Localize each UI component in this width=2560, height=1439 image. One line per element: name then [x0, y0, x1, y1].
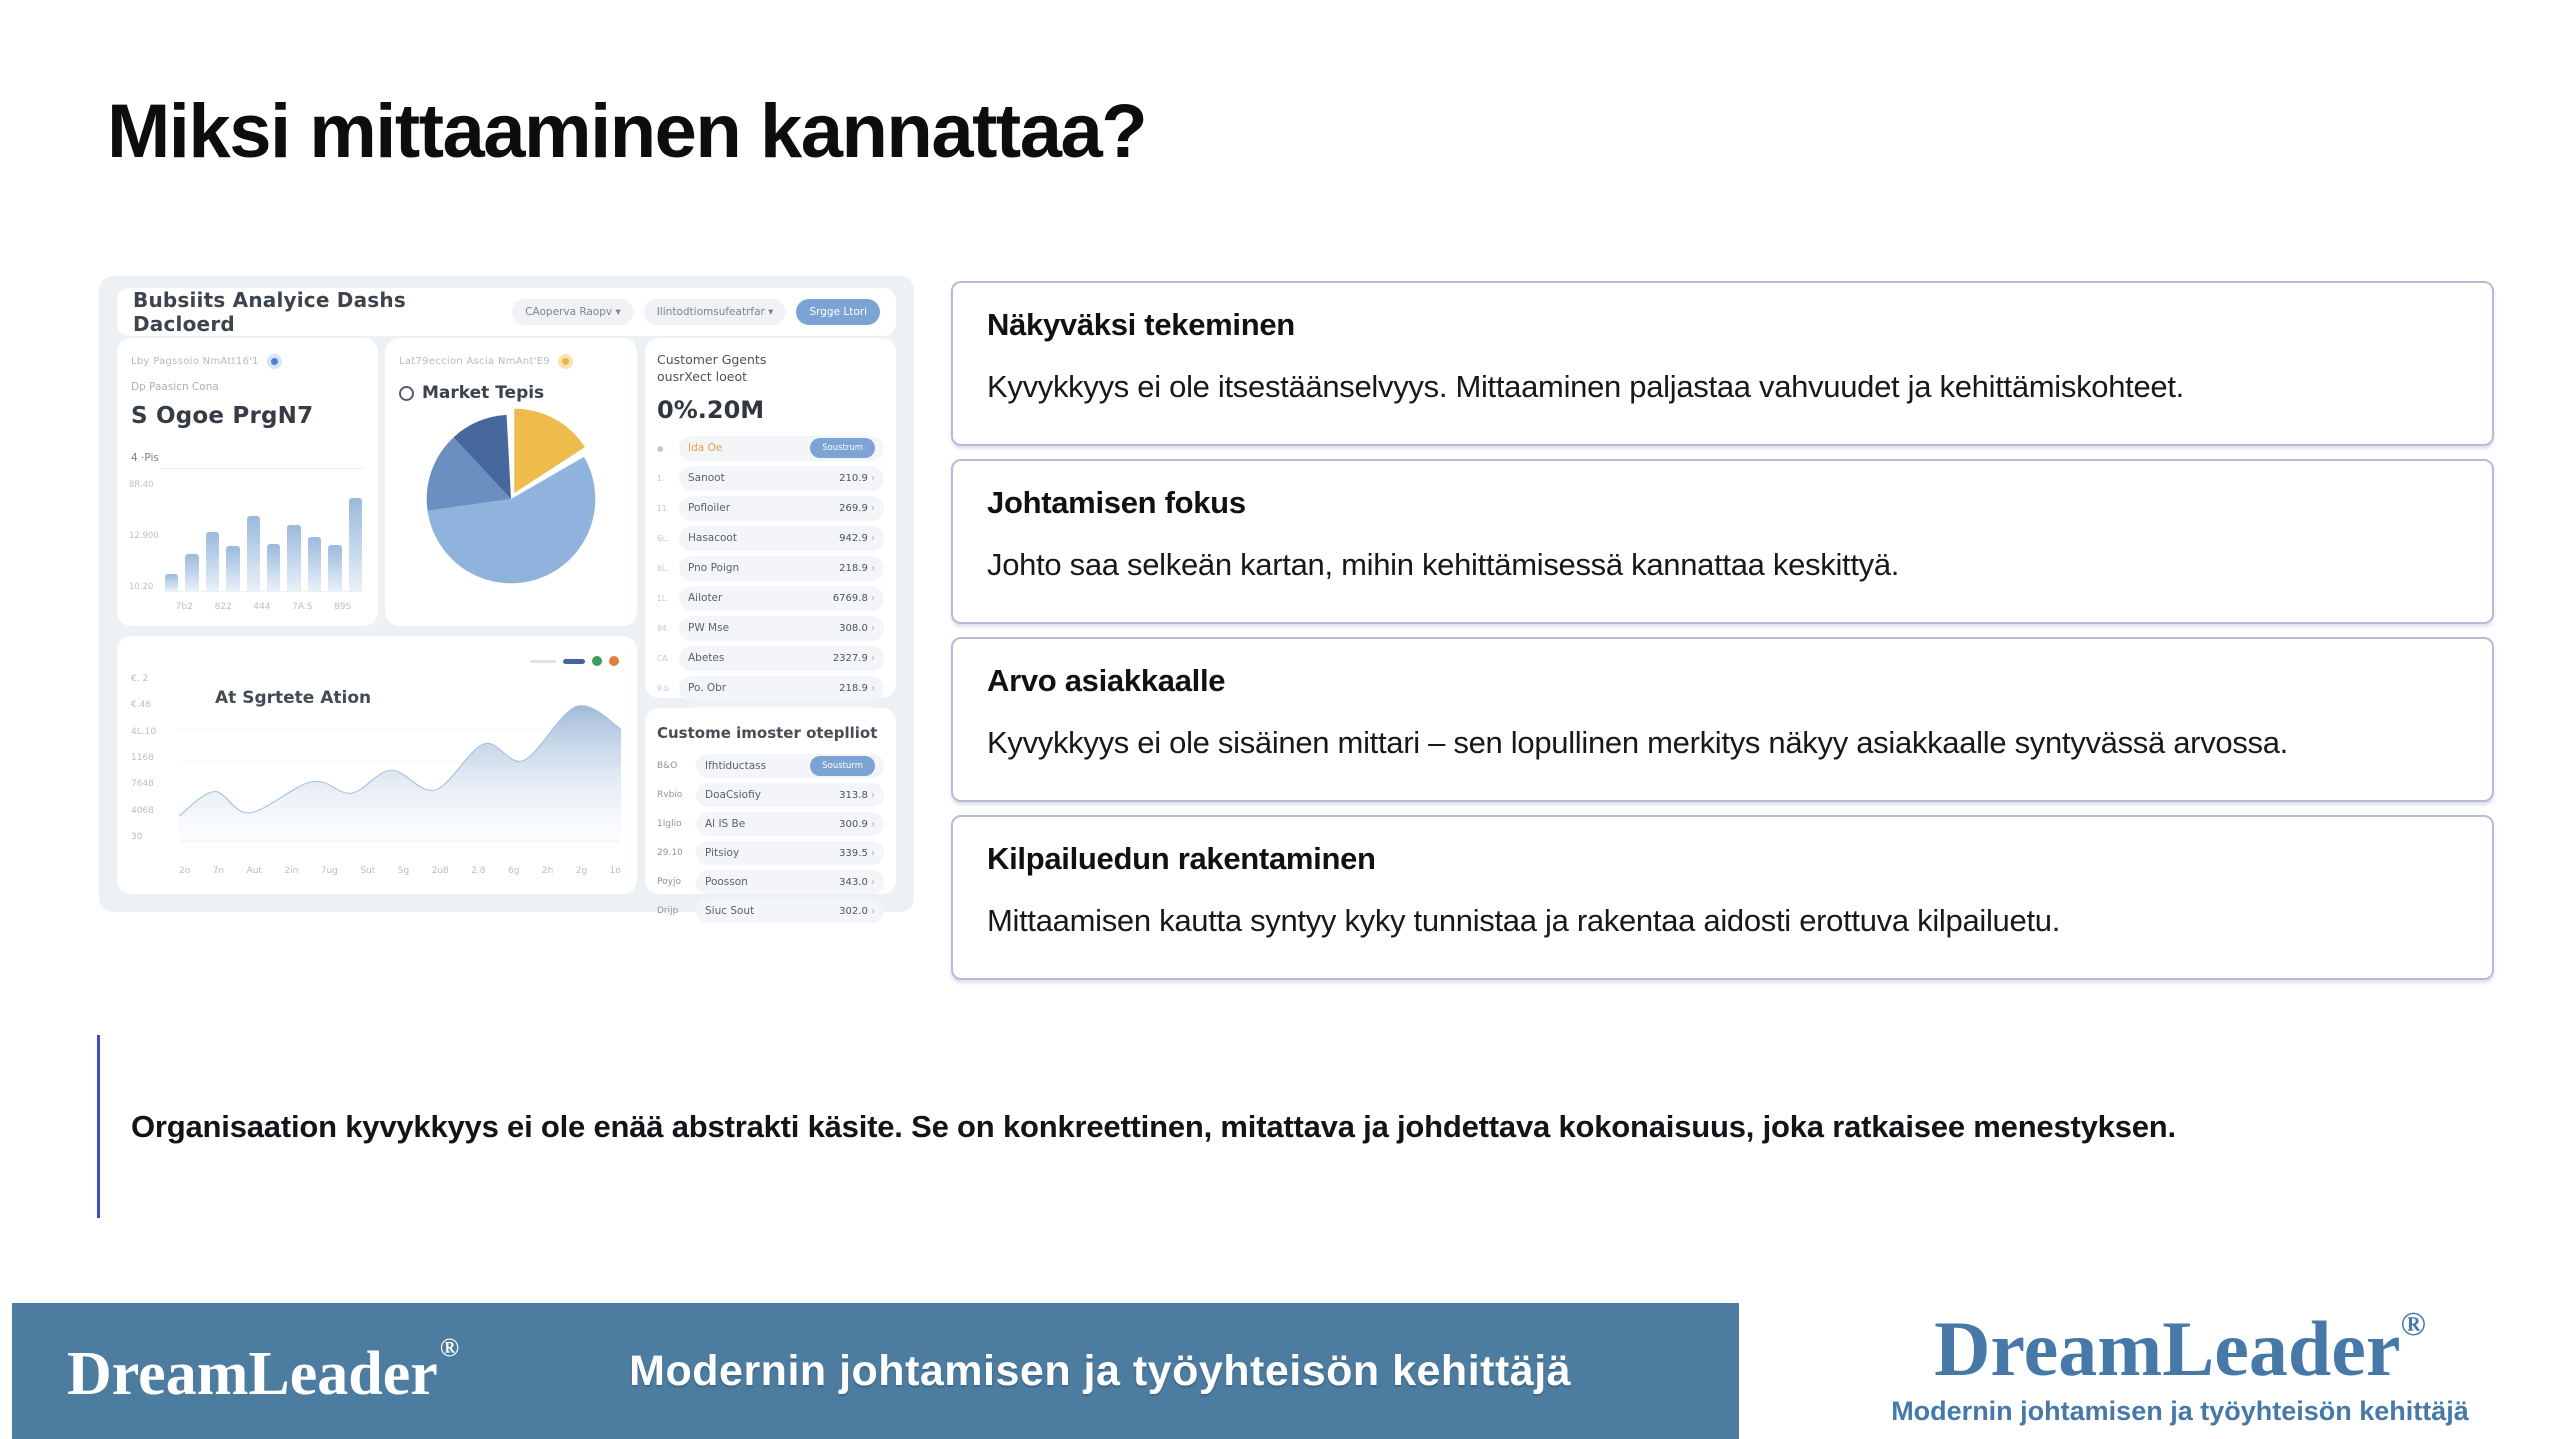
row-pill[interactable] — [696, 870, 884, 894]
info-card-title: Kilpailuedun rakentaminen — [987, 841, 1376, 876]
legend-line-blue — [563, 659, 585, 664]
row-index: 11. — [657, 503, 669, 513]
pie-title-row — [399, 383, 623, 403]
row-value: 308.0 › — [839, 623, 875, 634]
tick-label: Aut — [246, 866, 262, 876]
registered-trademark-icon: ® — [439, 1332, 460, 1362]
row-pill[interactable] — [696, 812, 884, 836]
tick-label: 2h — [541, 866, 554, 876]
row-name: Po. Obr — [688, 682, 727, 695]
tick-label: 7A.S — [292, 602, 313, 612]
tick-label: 4L.10 — [131, 726, 157, 737]
list-item — [657, 754, 884, 778]
area-chart-title: At Sgrtete Ation — [215, 688, 372, 708]
row-name: Ifhtiductass — [705, 760, 767, 772]
bar — [165, 574, 178, 591]
quote-accent-bar — [97, 1035, 100, 1218]
tick-label: 2g — [575, 866, 588, 876]
info-card-title: Näkyväksi tekeminen — [987, 307, 1295, 342]
circle-icon — [399, 386, 414, 401]
agents-title — [657, 352, 884, 386]
tick-label: 2o — [179, 866, 191, 876]
row-value: 6769.8 › — [833, 593, 875, 604]
dreamleader-logo — [1890, 1305, 2470, 1392]
kpi-value: S Ogoe PrgN7 — [131, 403, 314, 429]
dashboard-title: Bubsiits Analyice Dashs Dacloerd — [133, 288, 406, 336]
row-index: 6L. — [657, 533, 669, 543]
area-y-axis — [131, 674, 173, 842]
row-name: Al IS Be — [705, 818, 746, 830]
tick-label: 2u8 — [431, 866, 449, 876]
list-item — [657, 841, 884, 865]
row-action-button[interactable]: Sousturm — [810, 756, 875, 776]
row-pill[interactable] — [679, 586, 884, 611]
tick-label: 7ug — [320, 866, 338, 876]
tick-label: 7648 — [131, 779, 154, 790]
agents-title-line1: Customer Ggents — [657, 352, 767, 367]
logo-tagline: Modernin johtamisen ja työyhteisön kehittäjä — [1891, 1396, 2469, 1426]
row-action-button[interactable]: Soustrum — [810, 438, 875, 458]
master-title: Custome imoster oteplliot — [657, 724, 878, 742]
list-item — [657, 812, 884, 836]
footer-banner — [12, 1303, 1739, 1439]
bar — [206, 532, 219, 591]
row-value: 300.9 › — [839, 819, 875, 830]
agents-rows — [657, 436, 884, 731]
row-name: Ida Oe — [688, 442, 723, 455]
tick-label: 1o — [609, 866, 621, 876]
row-name: DoaCsiofiy — [705, 789, 761, 801]
row-index: Rvbio — [657, 790, 683, 800]
area-chart — [179, 680, 621, 844]
banner-logo-text: DreamLeader — [67, 1339, 438, 1408]
row-name: Hasacoot — [688, 532, 737, 545]
tick-label: €.46 — [131, 700, 152, 711]
area-chart-card — [117, 636, 637, 894]
row-name: Pofloiler — [688, 502, 731, 515]
row-value: 218.9 › — [839, 683, 875, 694]
tick-label: 444 — [253, 602, 271, 612]
row-value: 2327.9 › — [833, 653, 875, 664]
row-name: PW Mse — [688, 622, 730, 635]
info-card-title: Johtamisen fokus — [987, 485, 1246, 520]
row-value: 343.0 › — [839, 877, 875, 888]
info-card-leadership-focus — [951, 459, 2494, 624]
info-card-visibility — [951, 281, 2494, 446]
yellow-dot-icon — [558, 354, 573, 369]
row-name: Abetes — [688, 652, 725, 665]
row-pill[interactable] — [679, 616, 884, 641]
row-pill[interactable] — [696, 783, 884, 807]
row-pill[interactable] — [679, 676, 884, 701]
bar — [267, 544, 280, 591]
dashboard-header — [117, 288, 896, 336]
kpi-bar-card — [117, 338, 378, 626]
row-name: Siuc Sout — [705, 905, 755, 917]
date-range-dropdown[interactable]: CAoperva Raopv ▾ — [512, 299, 634, 325]
market-pie-card — [385, 338, 637, 626]
tick-label: Sg — [397, 866, 410, 876]
row-index: 1. — [657, 473, 665, 483]
row-pill[interactable] — [696, 841, 884, 865]
tick-label: 4068 — [131, 805, 154, 816]
row-value: 313.8 › — [839, 790, 875, 801]
tick-label: 8R.40 — [129, 480, 154, 490]
customer-master-card — [645, 708, 896, 917]
row-pill[interactable] — [679, 496, 884, 521]
tick-label: 7b2 — [175, 602, 193, 612]
tick-label: Sut — [360, 866, 376, 876]
legend — [530, 656, 619, 666]
row-index: Poyjo — [657, 877, 681, 887]
row-name: Poosson — [705, 876, 748, 888]
kpi-x-axis — [165, 602, 362, 612]
filter-dropdown[interactable]: Ilintodtiomsufeatrfar ▾ — [644, 299, 787, 325]
bar — [287, 525, 300, 591]
list-item — [657, 496, 884, 521]
row-value: 218.9 › — [839, 563, 875, 574]
bar — [247, 516, 260, 591]
tick-label: 6g — [507, 866, 520, 876]
list-item — [657, 556, 884, 581]
row-index: B&O — [657, 761, 678, 771]
kpi-chart — [129, 452, 364, 612]
info-card-competitive-advantage — [951, 815, 2494, 980]
pie-chart — [413, 401, 609, 597]
row-index: 29.10 — [657, 848, 683, 858]
kpi-axis-note: 4 ‧Pis — [131, 452, 159, 464]
logo-text: DreamLeader — [1934, 1305, 2401, 1392]
tick-label: 89S — [334, 602, 352, 612]
bar — [349, 498, 362, 591]
agents-title-line2: ousrXect loeot — [657, 368, 748, 384]
row-index: 9.b — [657, 683, 669, 693]
analytics-dashboard-mockup — [99, 276, 914, 917]
row-name: Pno Poign — [688, 562, 740, 575]
page-title: Miksi mittaaminen kannattaa? — [107, 89, 1147, 174]
list-item — [657, 783, 884, 807]
tick-label: 7n — [212, 866, 225, 876]
list-item — [657, 436, 884, 461]
info-card-body: Kyvykkyys ei ole sisäinen mittari – sen lopullinen merkitys näkyy asiakkaalle syntyvässä arvossa. — [987, 725, 2288, 760]
bar — [308, 537, 321, 591]
area-x-axis — [179, 866, 621, 876]
legend-line-gray — [530, 660, 556, 663]
row-name: Ailoter — [688, 592, 723, 605]
legend-dot-green — [592, 656, 602, 666]
legend-dot-orange — [609, 656, 619, 666]
row-index: 84. — [657, 623, 669, 633]
kpi-label-row — [131, 354, 364, 369]
tick-label: 822 — [214, 602, 232, 612]
banner-tagline: Modernin johtamisen ja työyhteisön kehittäjä — [629, 1346, 1572, 1395]
bar — [185, 554, 198, 591]
row-index: Drijp — [657, 906, 679, 916]
row-pill[interactable] — [679, 436, 884, 461]
quote-block — [97, 1035, 2497, 1218]
row-name: Pitsioy — [705, 847, 740, 859]
pie-title: Market Tepis — [422, 383, 545, 403]
row-index: 1Iglio — [657, 819, 682, 829]
tick-label: 12.900 — [129, 531, 159, 541]
list-item — [657, 646, 884, 671]
kpi-bar-chart — [165, 478, 362, 592]
dashboard-actions — [512, 299, 880, 325]
tick-label: 1168 — [131, 752, 154, 763]
bar — [328, 545, 341, 591]
tick-label: €. 2 — [131, 674, 149, 684]
info-card-customer-value — [951, 637, 2494, 802]
registered-trademark-icon: ® — [2400, 1306, 2426, 1343]
row-pill[interactable] — [696, 754, 884, 778]
row-pill[interactable] — [679, 466, 884, 491]
list-item — [657, 899, 884, 923]
agents-value: 0%.20M — [657, 395, 765, 424]
row-pill[interactable] — [696, 899, 884, 923]
row-pill[interactable] — [679, 526, 884, 551]
row-name: Sanoot — [688, 472, 725, 485]
primary-action-button[interactable]: Srgge Ltori — [796, 299, 880, 325]
tick-label: 2in — [284, 866, 299, 876]
pie-label: Lat79eccion Ascia NmAnt'E9 — [399, 356, 551, 367]
row-value: 339.5 › — [839, 848, 875, 859]
info-card-body: Mittaamisen kautta syntyy kyky tunnistaa ja rakentaa aidosti erottuva kilpailuetu. — [987, 903, 2061, 938]
row-value: 269.9 › — [839, 503, 875, 514]
footer-logo-block — [1890, 1305, 2470, 1427]
pie-label-row — [399, 354, 623, 369]
list-item — [657, 616, 884, 641]
info-card-body: Johto saa selkeän kartan, mihin kehittämisessä kannattaa keskittyä. — [987, 547, 1900, 582]
master-rows — [657, 754, 884, 923]
tick-label: 2.8 — [471, 866, 486, 876]
kpi-sublabel: Dp Paasicn Cona — [131, 381, 219, 393]
customer-agents-card — [645, 338, 896, 698]
dreamleader-banner-logo — [67, 1333, 459, 1410]
row-index: ● — [657, 443, 664, 453]
gridline — [161, 468, 364, 469]
tick-label: 30 — [131, 831, 143, 842]
row-pill[interactable] — [679, 556, 884, 581]
info-card-body: Kyvykkyys ei ole itsestäänselvyys. Mittaaminen paljastaa vahvuudet ja kehittämiskohteet. — [987, 369, 2184, 404]
kpi-y-axis — [129, 480, 159, 592]
kpi-label: Lby Pagssoio NmAtt16'1 — [131, 356, 259, 367]
list-item — [657, 466, 884, 491]
list-item — [657, 526, 884, 551]
row-value: 210.9 › — [839, 473, 875, 484]
list-item — [657, 676, 884, 701]
quote-text: Organisaation kyvykkyys ei ole enää abstrakti käsite. Se on konkreettinen, mitattava ja johdettava kokonaisuus, joka ratkaisee menestyksen. — [131, 1108, 2176, 1144]
list-item — [657, 870, 884, 894]
row-value: 942.9 › — [839, 533, 875, 544]
bar — [226, 546, 239, 591]
row-value: 302.0 › — [839, 906, 875, 917]
row-index: CA. — [657, 653, 670, 663]
area-plot — [179, 680, 621, 844]
row-index: 1L. — [657, 593, 669, 603]
list-item — [657, 586, 884, 611]
tick-label: 10.20 — [129, 582, 154, 592]
row-index: 6L. — [657, 563, 669, 573]
blue-dot-icon — [267, 354, 282, 369]
row-pill[interactable] — [679, 646, 884, 671]
info-card-title: Arvo asiakkaalle — [987, 663, 1226, 698]
